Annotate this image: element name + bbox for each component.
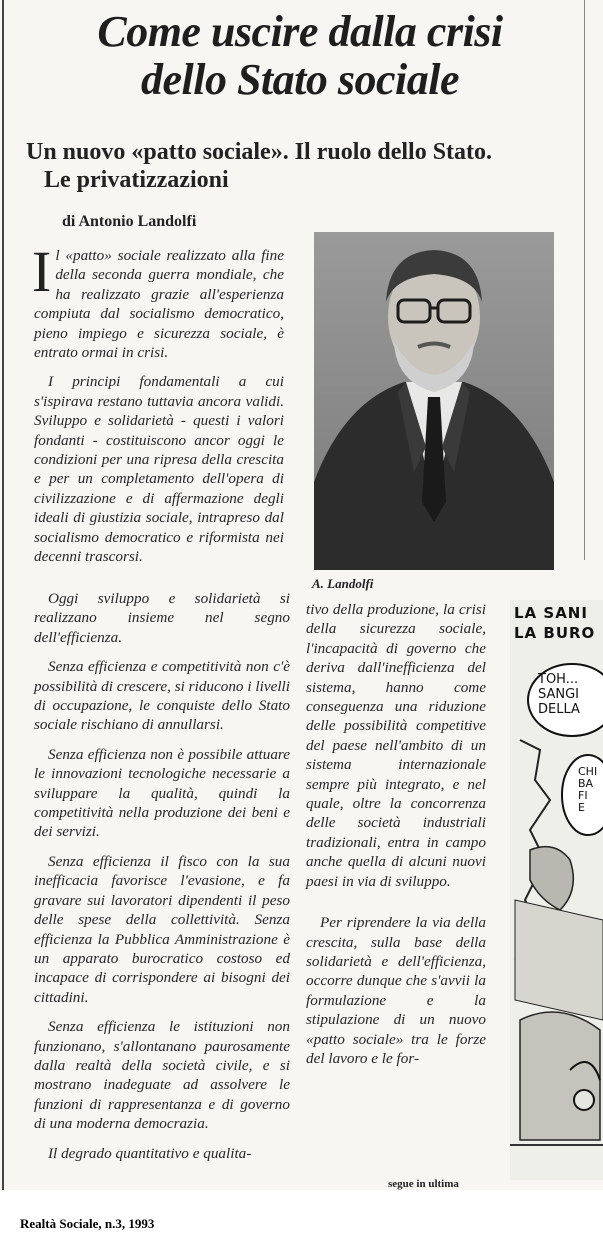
paragraph: I principi fondamentali a cui s'ispirava restano tuttavia ancora validi. Sviluppo e solidarietà - questi i valori fondanti - costituiscono ancor oggi le condizioni per una ripresa della crescita e per un completamento dell'opera di civilizzazione e di affermazione degli ideali di giustizia sociale, intrapreso dal socialismo democratico e riformista nei decenni trascorsi.: [34, 373, 284, 566]
subtitle-line-1: Un nuovo «patto sociale». Il ruolo dello Stato.: [26, 139, 493, 165]
paragraph: Senza efficienza non è possibile attuare le innovazioni tecnologiche necessarie a sviluppare la qualità, quindi la competitività nella produzione dei beni e dei servizi.: [34, 745, 290, 841]
cartoon-title-line-2: LA BURO: [514, 624, 596, 642]
paragraph: Senza efficienza le istituzioni non funzionano, s'allontanano paurosamente dalla realtà della società civile, e si mostrano inadeguate ad assolvere le funzioni di rappresentanza e di governo di una moderna democrazia.: [34, 1018, 290, 1133]
paragraph: Il «patto» sociale realizzato alla fine della seconda guerra mondiale, che ha realizzato grazie all'esperienza compiuta dal socialismo democratico, pieno impiego e sicurezza sociale, è entrato ormai in crisi.: [32, 239, 284, 362]
paragraph: Senza efficienza e competitività non c'è possibilità di crescere, si riducono i livelli di occupazione, le conquiste dello Stato sociale rischiano di annullarsi.: [34, 658, 290, 734]
cartoon-bubble-2: CHI BA FI E: [578, 765, 598, 814]
article-column-1-top: [32, 239, 284, 577]
cartoon-title-line-1: LA SANI: [514, 604, 588, 622]
subtitle: [26, 138, 586, 194]
headline-line-1: Come uscire dalla crisi: [97, 7, 503, 56]
article-column-2: [306, 600, 486, 1078]
paragraph: Il degrado quantitativo e qualita-: [48, 1144, 252, 1162]
paragraph: Per riprendere la via della crescita, sulla base della solidarietà e dell'efficienza, occorre dunque che s'avvii la formulazione e la stipulazione di un nuovo «patto sociale» tra le forze del lavoro e le for-: [306, 914, 486, 1067]
paragraph: tivo della produzione, la crisi della sicurezza sociale, l'incapacità di governo che deriva dall'inefficienza del sistema, hanno come conseguenza una riduzione delle possibilità competitive del paese nell'ambito di un sistema internazionale sempre più integrato, e nel quale, oltre la concorrenza delle società industriali tradizionali, entra in campo anche quella di alcuni nuovi paesi in via di sviluppo.: [306, 601, 486, 890]
clipping-edge-right: [584, 0, 585, 560]
photo-caption: A. Landolfi: [312, 576, 374, 591]
headline-line-2: dello Stato sociale: [140, 55, 460, 104]
source-note: Realtà Sociale, n.3, 1993: [20, 1216, 155, 1231]
author-photo: [314, 232, 554, 570]
article-column-1-bottom: [34, 589, 290, 1173]
cartoon-strip: [510, 600, 603, 1180]
cartoon-bubble-1: TOH... SANGI DELLA: [538, 672, 580, 717]
paragraph: Oggi sviluppo e solidarietà si realizzano insieme nel segno dell'efficienza.: [34, 590, 290, 646]
subtitle-line-2: Le privatizzazioni: [44, 167, 229, 193]
byline: di Antonio Landolfi: [62, 213, 197, 230]
paragraph: Senza efficienza il fisco con la sua inefficacia favorisce l'evasione, e fa gravare sui lavoratori dipendenti il peso delle spese della collettività. Senza efficienza la Pubblica Amministrazione è un apparato burocratico costoso ed incapace di corrispondere ai bisogni dei cittadini.: [34, 852, 290, 1006]
portrait-illustration: [314, 232, 554, 570]
continued-note: segue in ultima: [388, 1178, 459, 1190]
headline: [20, 8, 580, 104]
dropcap: I: [32, 239, 52, 304]
clipping-edge-left: [2, 0, 4, 1190]
